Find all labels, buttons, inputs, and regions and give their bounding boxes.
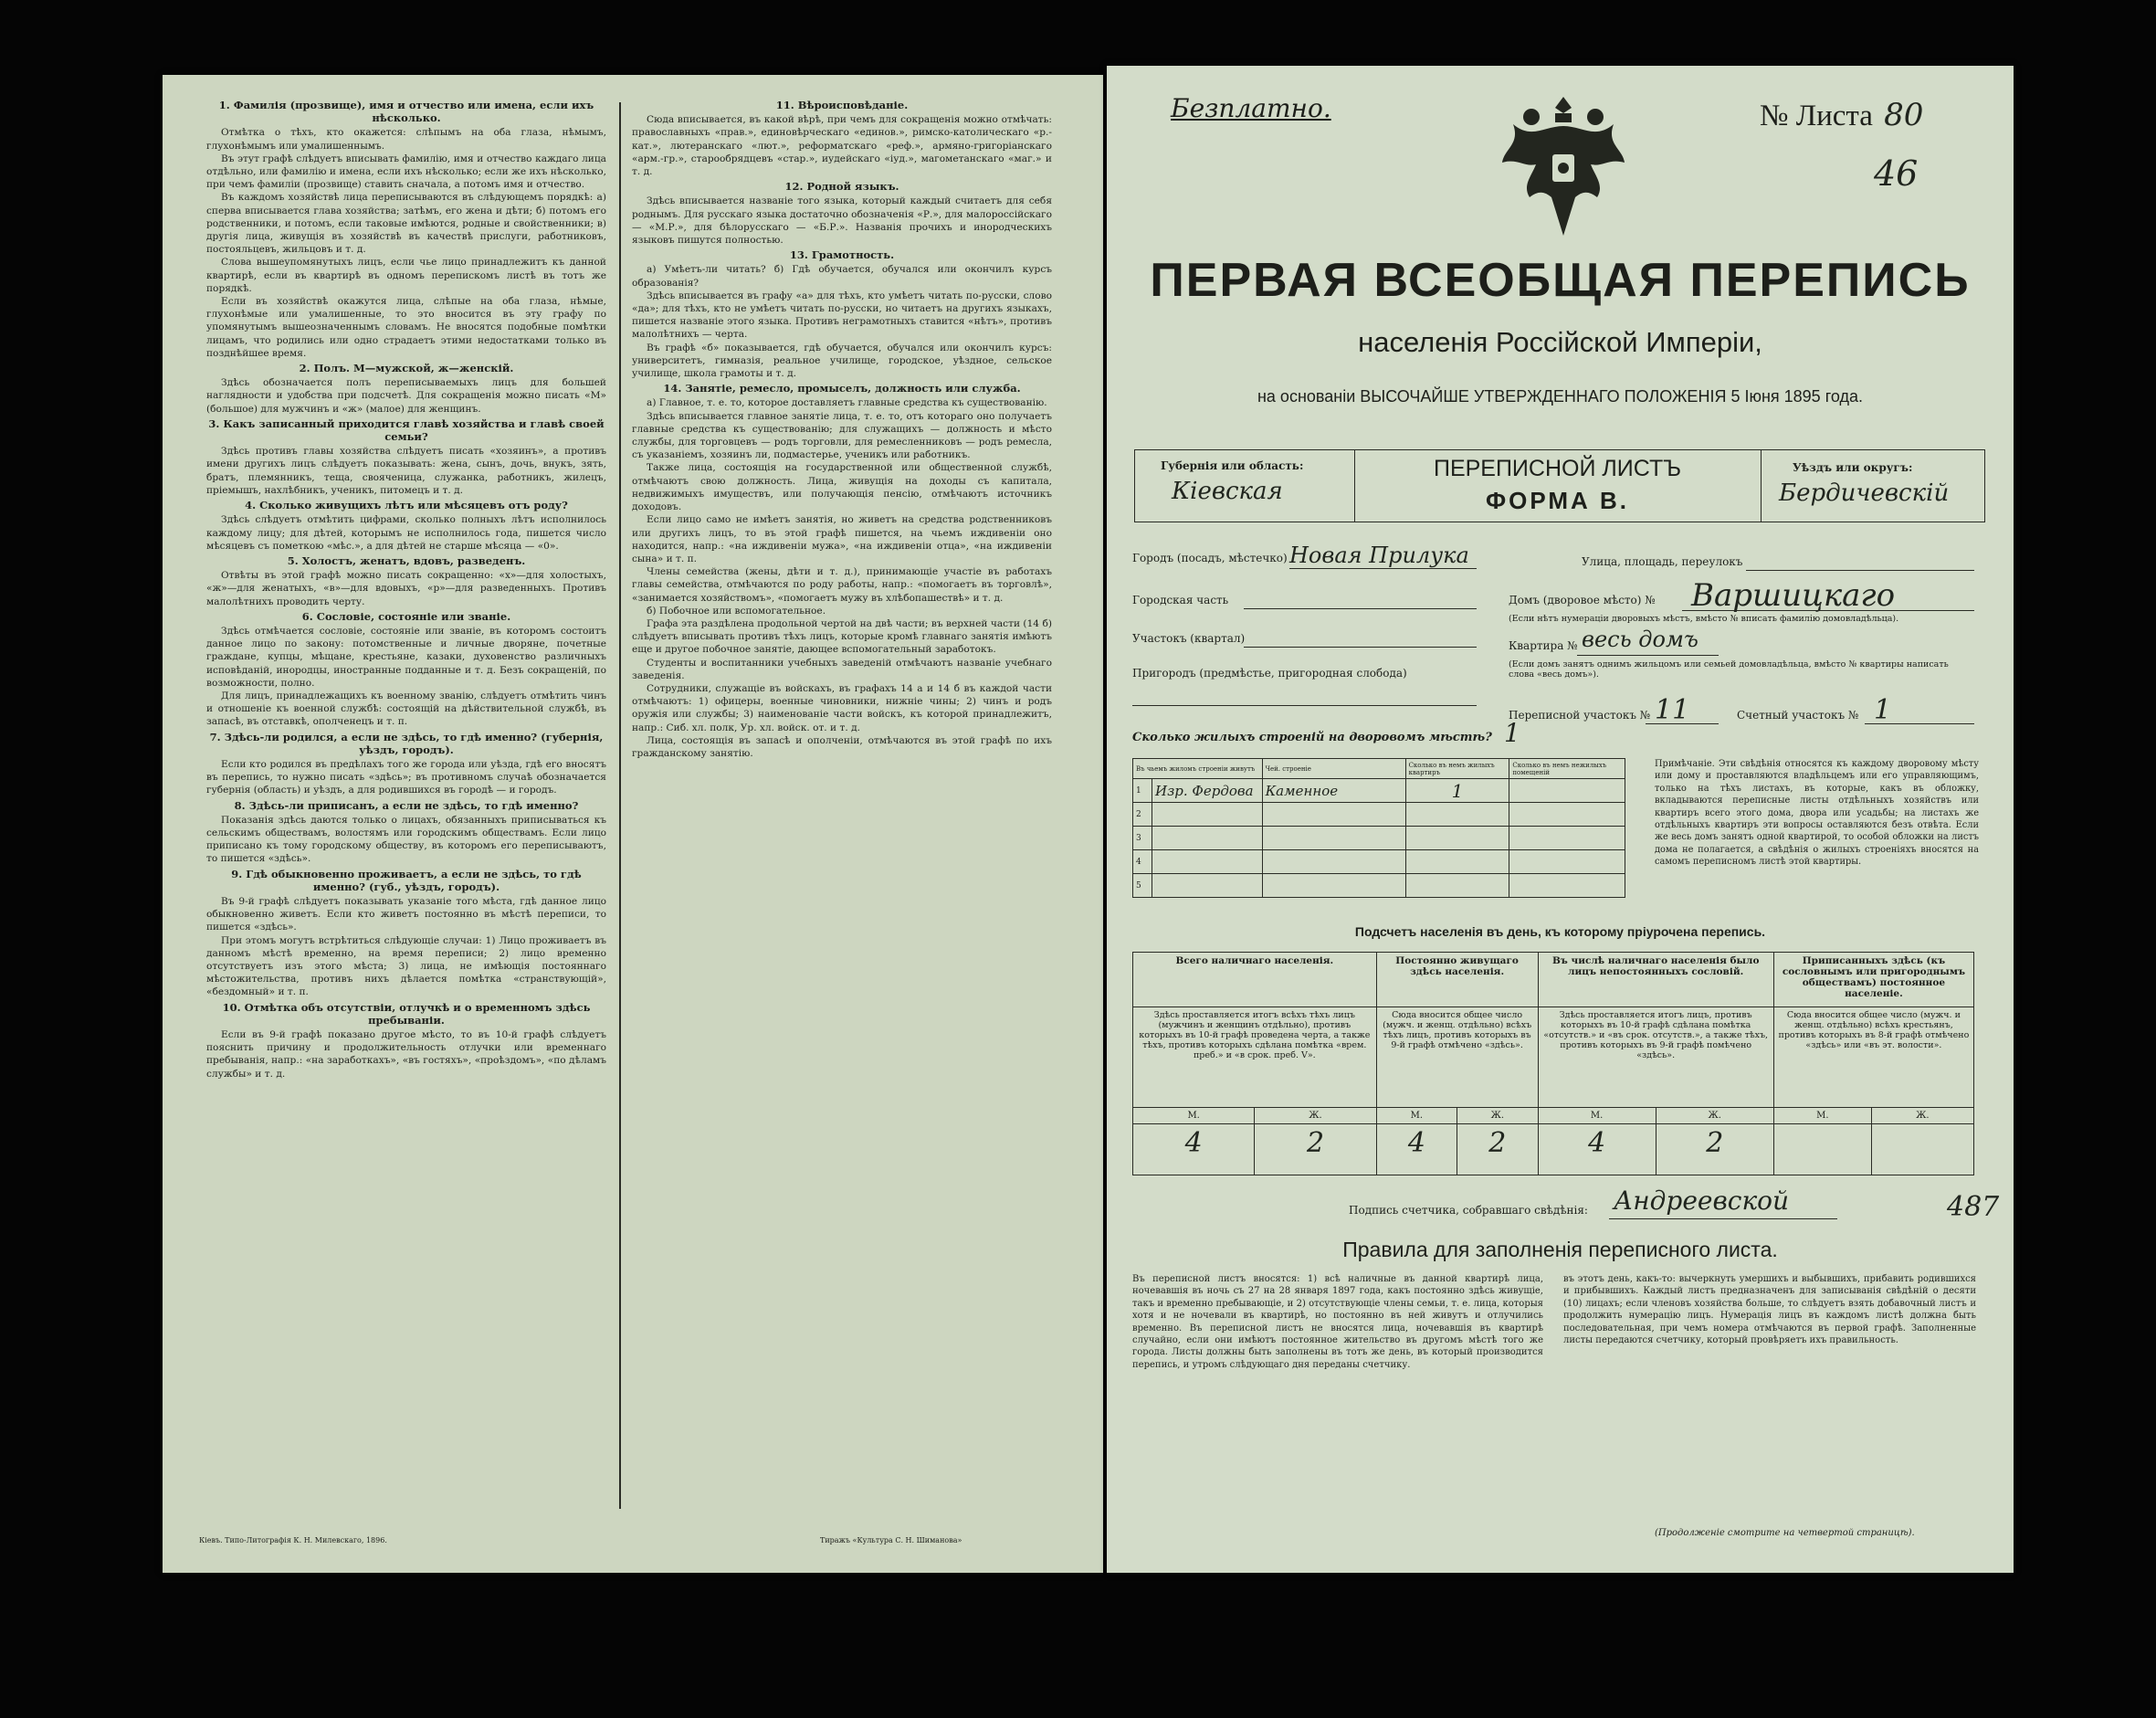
gorod-value: Новая Прилука (1289, 543, 1469, 568)
instruction-paragraph: При этомъ могутъ встрѣтиться слѣдующіе случаи: 1) Лицо проживаетъ въ данномъ мѣстѣ временно, на время переписи; 2) лицо временно отсутствуетъ изъ этого мѣста; 3) лица, не имѣющія постояннаго мѣстожительства, противъ нихъ дѣлается помѣтка «странствующій», «бездомный» и т. п. (206, 934, 606, 998)
form-header-box (1134, 449, 1985, 522)
sheet-number-extra: 46 (1874, 153, 1919, 194)
printer-imprint: Кіевъ. Типо-Литографія К. Н. Милевскаго, 1896. (199, 1536, 387, 1544)
kvartira-value: весь домъ (1582, 627, 1699, 652)
instruction-heading: 13. Грамотность. (789, 248, 895, 262)
perepis-uchastok-value: 11 (1655, 694, 1690, 726)
instruction-paragraph: Въ графѣ «б» показывается, гдѣ обучается, обучался или окончилъ курсъ: университетъ, гимназія, реальное училище, городское, уѣздное, сельское училище, школа грамоты и т. д. (632, 342, 1052, 380)
form-title: ПЕРЕПИСНОЙ ЛИСТЪ (1433, 456, 1682, 481)
uchastok-label: Участокъ (квартал) (1132, 632, 1246, 645)
guberniya-value: Кіевская (1172, 478, 1283, 505)
gorod-label: Городъ (посадъ, мѣстечко) (1132, 552, 1288, 564)
instruction-paragraph: Сотрудники, служащіе въ войскахъ, въ графахъ 14 а и 14 б въ каждой части отмѣчаютъ: 1) офицеры, военные чиновники, нижніе чины; 2) чинъ и родъ оружія или службы; 3) наименованіе части войскъ, къ которой принадлежитъ, напр.: Сиб. хл. полк, Ур. хл. войск. от. и т. д. (632, 682, 1052, 733)
ulitsa-label: Улица, площадь, переулокъ (1582, 555, 1743, 568)
instruction-paragraph: Здѣсь противъ главы хозяйства слѣдуетъ писать «хозяинъ», а противъ имени другихъ лицъ слѣдуетъ показывать: жена, сынъ, дочь, внукъ, зять, братъ, племянникъ, теща, свояченица, служанка, работникъ, жилецъ, пріемышъ, нахлѣбникъ, ученикъ, питомецъ и т. д. (206, 446, 606, 496)
instruction-paragraph: Отмѣтка о тѣхъ, кто окажется: слѣпымъ на оба глаза, нѣмымъ, глухонѣмымъ или умалишеннымъ. (206, 127, 606, 152)
rules-continuation: (Продолженіе смотрите на четвертой страницѣ). (1655, 1528, 1915, 1538)
kvartira-note: (Если домъ занятъ однимъ жильцомъ или семьей домовладѣльца, вмѣсто № квартиры написать слова «весь домъ»). (1509, 659, 1949, 680)
side-number: 487 (1947, 1191, 2000, 1223)
column-divider (619, 102, 621, 1509)
instruction-paragraph: Если кто родился въ предѣлахъ того же города или уѣзда, гдѣ его вносятъ въ перепись, то нужно писать «здѣсь»; въ противномъ случаѣ обозначается губернія (область) и уѣздъ, а для родившихся въ городѣ — и городъ. (206, 758, 606, 796)
instruction-paragraph: Если въ хозяйствѣ окажутся лица, слѣпые на оба глаза, нѣмые, глухонѣмые или умалишенные, то это вносится въ эту графу по упомянутымъ вышеозначеннымъ словамъ. Не вносятся подобные помѣтки лицамъ, что родились или одно страдаетъ этими недостатками только въ позднѣйшее время. (206, 296, 606, 359)
instruction-heading: 3. Какъ записанный приходится главѣ хозяйства и главѣ своей семьи? (208, 416, 605, 444)
dom-note: (Если нѣтъ нумераціи дворовыхъ мѣстъ, вмѣсто № вписать фамилію домовладѣльца). (1509, 614, 1899, 624)
sheet-number: № Листа 80 (1760, 97, 1924, 133)
instruction-paragraph: Если въ 9-й графѣ показано другое мѣсто, то въ 10-й графѣ слѣдуетъ пояснить причину и продолжительность отлучки или временнаго пребыванія, напр.: «на заработкахъ», «въ гостяхъ», «проѣздомъ», «по дѣламъ службы» и т. д. (206, 1029, 606, 1080)
dom-label: Домъ (дворовое мѣсто) № (1509, 594, 1656, 606)
instruction-heading: 4. Сколько живущихъ лѣтъ или мѣсяцевъ отъ роду? (245, 499, 568, 512)
instruction-paragraph: Члены семейства (жены, дѣти и т. д.), принимающіе участіе въ работахъ главы семейства, отмѣчаются по роду работы, напр.: «помогаетъ въ торговлѣ», «занимается хозяйствомъ», «помогаетъ мужу въ хлѣбопашествѣ» и т. д. (632, 566, 1052, 604)
stroeniya-value: 1 (1504, 718, 1520, 748)
instruction-paragraph: а) Умѣетъ-ли читать? б) Гдѣ обучается, обучался или окончилъ курсъ образованія? (632, 264, 1052, 289)
instruction-heading: 8. Здѣсь-ли приписанъ, а если не здѣсь, то гдѣ именно? (234, 798, 579, 812)
perepis-uchastok-label: Переписной участокъ № (1509, 709, 1651, 722)
instruction-heading: 6. Сословіе, состояніе или званіе. (301, 609, 511, 623)
uezd-label: Уѣздъ или округъ: (1793, 461, 1913, 474)
instruction-heading: 10. Отмѣтка объ отсутствіи, отлучкѣ и о временномъ здѣсь пребываніи. (222, 1000, 591, 1027)
instruction-paragraph: Въ каждомъ хозяйствѣ лица переписываются въ слѣдующемъ порядкѣ: а) сперва вписывается глава хозяйства; затѣмъ, его жена и дѣти; б) потомъ его родственники, и потомъ, если таковые имѣются, родные и свойственники; в) другія лица, живущія въ хозяйствѣ въ качествѣ прислуги, работниковъ, постояльцевъ, жильцовъ и т. д. (206, 192, 606, 256)
instruction-paragraph: Для лицъ, принадлежащихъ къ военному званію, слѣдуетъ отмѣтить чинъ и отношеніе къ военной службѣ: состоящій на дѣйствительной службѣ, въ запасѣ, въ отставкѣ, ополченецъ и т. п. (206, 690, 606, 728)
instructions-column-2 (632, 97, 1052, 1512)
instruction-paragraph: Сюда вписывается, въ какой вѣрѣ, при чемъ для сокращенія можно отмѣчать: православныхъ «прав.», единовѣрческаго «единов.», римско-католическаго «р.-кат.», лютеранскаго «лют.», реформатскаго «реф.», армяно-григоріанскаго «арм.-гр.», старообрядцевъ «стар.», иудейскаго «іуд.», магометанскаго «маг.» и т. д. (632, 114, 1052, 178)
kvartira-label: Квартира № (1509, 639, 1578, 652)
prigorod-label: Пригородъ (предмѣстье, пригородная слобода) (1132, 667, 1407, 680)
instruction-heading: 12. Родной языкъ. (784, 180, 899, 194)
instruction-paragraph: Въ этут графѣ слѣдуетъ вписывать фамилію, имя и отчество каждаго лица отдѣльно, или фамилію и имена, если ихъ нѣсколько; если же ихъ нѣсколько, при чемъ фамиліи (прозвище) ставить сначала, а потомъ имя и отчество. (206, 153, 606, 191)
census-decree-line: на основаніи ВЫСОЧАЙШЕ УТВЕРЖДЕННАГО ПОЛОЖЕНІЯ 5 Іюня 1895 года. (1257, 387, 1863, 406)
instruction-paragraph: Слова вышеупомянутыхъ лицъ, если чье лицо принадлежитъ къ данной квартирѣ, если въ квартирѣ въ одномъ перепискомъ листѣ въ тотъ же порядкѣ. (206, 257, 606, 294)
podschet-title: Подсчетъ населенія въ день, къ которому пріурочена перепись. (1354, 924, 1766, 939)
instruction-paragraph: б) Побочное или вспомогательное. (647, 605, 826, 617)
instruction-paragraph: Здѣсь отмѣчается сословіе, состояніе или званіе, въ которомъ состоитъ данное лицо по закону: потомственные и личные дворяне, почетные граждане, купцы, мѣщане, крестьяне, казаки, духовенство различныхъ исповѣданій, инородцы, иностранные подданные и т. д. Безъ сокращеній, по возможности, полно. (206, 625, 606, 689)
instruction-heading: 9. Гдѣ обыкновенно проживаетъ, а если не здѣсь, то гдѣ именно? (губ., уѣздъ, городъ). (231, 867, 582, 893)
instruction-heading: 1. Фамилія (прозвище), имя и отчество или имена, если ихъ нѣсколько. (218, 99, 594, 125)
instruction-paragraph: Здѣсь вписывается главное занятіе лица, т. е. то, отъ котораго оно получаетъ главные средства къ существованію; для служащихъ — должность и мѣсто службы, для торговцевъ — родъ торговли, для ремесленниковъ — родъ ремесла, съ указаніемъ, хозяинъ ли, подмастерье, ученикъ или работникъ. (632, 410, 1052, 461)
double-headed-eagle-emblem (1495, 90, 1632, 245)
instruction-paragraph: Также лица, состоящія на государственной или общественной службѣ, отмѣчаютъ свою должность. Лица, живущія на доходы съ капитала, недвижимыхъ имуществъ, или получающія пенсію, отмѣчаютъ источникъ доходовъ. (632, 462, 1052, 513)
sheet-number-handwritten: 80 (1884, 97, 1924, 133)
dom-value: Варшицкаго (1691, 577, 1896, 614)
instruction-heading: 11. Вѣроисповѣданіе. (775, 99, 909, 111)
rules-column-right: въ этотъ день, какъ-то: вычеркнуть умершихъ и выбывшихъ, прибавить родившихся и прибывшихъ. Каждый листъ предназначенъ для записыванія свѣдѣній о десяти (10) лицахъ; если членовъ хозяйства больше, то слѣдуетъ взять добавочный листъ и продолжить нумерацію лицъ. Нумерація лицъ въ каждомъ листѣ должна быть последовательная, при чемъ номера отмѣчаются въ первой графѣ. Заполненные листы передаются счетчику, который провѣряетъ ихъ правильность. (1563, 1274, 1976, 1346)
instruction-paragraph: Въ 9-й графѣ слѣдуетъ показывать указаніе того мѣста, гдѣ данное лицо обыкновенно живетъ. Если кто живетъ постоянно въ мѣстѣ переписи, то пишется «здѣсь». (206, 895, 606, 933)
census-title: ПЕРВАЯ ВСЕОБЩАЯ ПЕРЕПИСЬ (1150, 254, 1971, 307)
rules-title: Правила для заполненія переписного листа. (1342, 1238, 1778, 1261)
guberniya-label: Губернія или область: (1161, 459, 1304, 472)
instruction-paragraph: Студенты и воспитанники учебныхъ заведеній отмѣчаютъ названіе учебнаго заведенія. (632, 657, 1052, 681)
instruction-paragraph: Здѣсь вписывается въ графу «а» для тѣхъ, кто умѣетъ читать по-русски, слово «да»; для тѣхъ, кто не умѣетъ читать по-русски, но читаетъ на другихъ языкахъ, пишется названіе этого языка. Противъ неграмотныхъ ставится «нѣтъ», противъ малолѣтнихъ — черта. (632, 290, 1052, 341)
uezd-value: Бердичевскій (1779, 480, 1950, 507)
print-run-note: Тиражъ «Культура С. Н. Шиманова» (820, 1536, 962, 1544)
buildings-table: Въ чьемъ жиломъ строеніи живутъ Чей. строеніе Сколько въ немъ жилыхъ квартиръ Сколько въ немъ нежилыхъ помещеній 1 Изр. Фердова Каменное 1 2 3 4 5 (1132, 758, 1625, 898)
instruction-paragraph: Графа эта раздѣлена продольной чертой на двѣ части; въ верхней части (14 б) слѣдуетъ вписывать противъ тѣхъ лицъ, которые кромѣ главнаго занятія имѣютъ еще и другое побочное занятіе, дающее вспомогательный заработокъ. (632, 617, 1052, 656)
stroeniya-question: Сколько жилыхъ строеній на дворовомъ мѣстѣ? (1132, 731, 1492, 744)
instruction-paragraph: Показанія здѣсь даются только о лицахъ, обязанныхъ приписываться къ сельскимъ обществамъ, волостямъ или городскимъ обществамъ. Если лицо приписано къ тому городскому обществу, въ которомъ его переписываютъ, то пишется «здѣсь». (206, 814, 606, 865)
form-subtitle: ФОРМА В. (1485, 487, 1630, 514)
population-totals-row: 4 2 4 2 4 2 (1133, 1124, 1974, 1175)
instruction-heading: 5. Холостъ, женатъ, вдовъ, разведенъ. (287, 553, 526, 567)
instruction-paragraph: а) Главное, т. е. то, которое доставляетъ главные средства къ существованію. (647, 397, 1047, 409)
instruction-paragraph: Здѣсь вписывается названіе того языка, который каждый считаетъ для себя роднымъ. Для русскаго языка достаточно обозначенія «Р.», для малороссійскаго — «М.Р.», для бѣлорусскаго — «Б.Р.». Названія прочихъ и инородческихъ языковъ пишутся полностью. (632, 195, 1052, 247)
instruction-heading: 2. Полъ. М—мужской, ж—женскій. (299, 362, 514, 375)
rules-column-left: Въ переписной листъ вносятся: 1) всѣ наличные въ данной квартирѣ лица, ночевавшія въ ночь съ 27 на 28 января 1897 года, какъ постоянно здѣсь живущіе, такъ и временно пребывающіе, и 2) отсутствующіе члены семьи, т. е. лица, которыя хотя и не ночевали въ квартирѣ, но постоянно въ ней живутъ и отлучились временно. Въ переписной листъ не вносятся лица, ночевавшія въ квартирѣ случайно, если они имѣютъ постоянное жительство въ другомъ мѣстѣ того же города. Листы должны быть заполнены въ тотъ же день, въ который производится перепись, и утромъ слѣдующаго дня переданы счетчику. (1132, 1274, 1543, 1370)
instruction-paragraph: Здѣсь слѣдуетъ отмѣтить цифрами, сколько полныхъ лѣтъ исполнилось каждому лицу; для дѣтей, которымъ не исполнилось года, пишется число мѣсяцевъ съ пометкою «мѣс.», а для дѣтей не старше мѣсяца — «0». (206, 514, 606, 552)
gorodskaya-chast-label: Городская часть (1132, 594, 1229, 606)
census-subtitle: населенія Россійской Имперіи, (1358, 326, 1762, 358)
census-form-page (1107, 66, 2014, 1573)
left-page (163, 75, 1103, 1573)
instruction-paragraph: Здѣсь обозначается полъ переписываемыхъ лицъ для большей наглядности и удобства при подсчетѣ. Для сокращенія можно писать «М» (большое) для мужчинъ и «ж» (малое) для женщинъ. (206, 377, 606, 415)
population-summary-table: Всего наличнаго населенія. Постоянно живущаго здѣсь населенія. Въ числѣ наличнаго населенія было лицъ непостоянныхъ сословій. Приписанныхъ здѣсь (къ сословнымъ или пригороднымъ обществамъ) постоянное населеніе. Здѣсь проставляется итогъ всѣхъ тѣхъ лицъ (мужчинъ и женщинъ отдѣльно), противъ которыхъ въ 10-й графѣ проведена черта, а также тѣхъ, противъ которыхъ сдѣлана помѣтка «врем. преб.» и «в срок. преб. V». Сюда вносится общее число (мужч. и женщ. отдѣльно) всѣхъ тѣхъ лицъ, противъ которыхъ въ 9-й графѣ отмѣчено «здѣсь». Здѣсь проставляется итогъ лицъ, противъ которыхъ въ 10-й графѣ сдѣлана помѣтка «отсутств.» и «въ срок. отсутств.», а также тѣхъ, противъ которыхъ въ 9-й графѣ помѣчено «здѣсь». Сюда вносится общее число (мужч. и женщ. отдѣльно) всѣхъ крестьянъ, противъ которыхъ въ 8-й графѣ отмѣчено «здѣсь» или «въ эт. волости». М. Ж. М. Ж. М. Ж. М. Ж. 4 2 4 2 4 2 (1132, 952, 1974, 1175)
enumerator-signature: Андреевской (1614, 1186, 1790, 1216)
signature-label: Подпись счетчика, собравшаго свѣдѣнія: (1349, 1204, 1588, 1217)
instruction-paragraph: Если лицо само не имѣетъ занятія, но живетъ на средства родственниковъ или другихъ лицъ, то въ этой графѣ пишется, на чьемъ иждивеніи оно находится, напр.: «на иждивеніи мужа», «на иждивеніи отца», «на иждивеніи сына» и т. п. (632, 514, 1052, 564)
instruction-heading: 14. Занятіе, ремесло, промыселъ, должность или служба. (663, 382, 1021, 395)
schetny-uchastok-value: 1 (1874, 694, 1892, 726)
free-label: Безплатно. (1171, 93, 1331, 123)
instruction-paragraph: Лица, состоящія въ запасѣ и ополченіи, отмѣчаются въ этой графѣ по ихъ гражданскому занятію. (632, 734, 1052, 759)
instructions-column-1 (206, 97, 606, 1512)
primechanie-note: Примѣчаніе. Эти свѣдѣнія относятся къ каждому дворовому мѣсту или дому и проставляются владѣльцемъ или его управляющимъ, только на тѣхъ листахъ, въ которые, какъ въ обложку, вкладываются переписные листы отдѣльныхъ хозяйствъ или квартиръ всего этого дома, двора или усадьбы; на листахъ же отдѣльныхъ квартиръ эти вопросы оставляются безъ отвѣта. Если же весь домъ занятъ одной квартирой, то особой обложки на листъ дома не полагается, а свѣдѣнія о жилыхъ строеніяхъ вносятся на самомъ переписномъ листѣ этой квартиры. (1655, 759, 1979, 868)
instruction-paragraph: Отвѣты въ этой графѣ можно писать сокращенно: «х»—для холостыхъ, «ж»—для женатыхъ, «в»—для вдовыхъ, «р»—для разведенныхъ. Противъ малолѣтнихъ проводить черту. (206, 570, 606, 607)
schetny-uchastok-label: Счетный участокъ № (1737, 709, 1859, 722)
instruction-heading: 7. Здѣсь-ли родился, а если не здѣсь, то гдѣ именно? (губернія, уѣздъ, городъ). (209, 730, 604, 756)
